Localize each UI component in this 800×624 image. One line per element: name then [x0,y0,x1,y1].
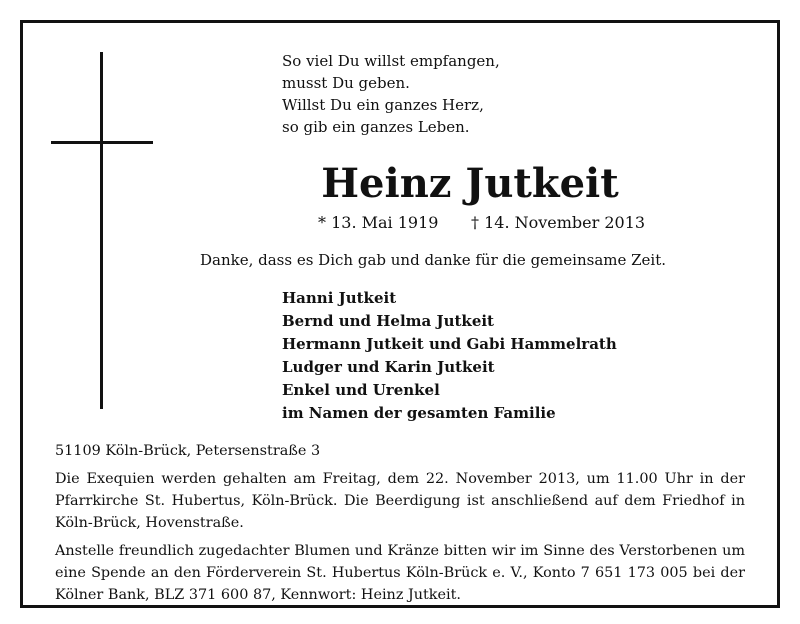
poem-line: So viel Du willst empfangen, [282,52,500,70]
family-member: im Namen der gesamten Familie [282,404,556,422]
notice-details [55,440,745,606]
thanks-line: Danke, dass es Dich gab und danke für die gemeinsame Zeit. [200,251,667,269]
family-member: Ludger und Karin Jutkeit [282,358,495,376]
address: 51109 Köln-Brück, Petersenstraße 3 [55,443,321,459]
family-list [282,287,617,425]
family-member: Bernd und Helma Jutkeit [282,312,494,330]
poem-line: so gib ein ganzes Leben. [282,118,470,136]
deceased-name: Heinz Jutkeit [321,160,619,207]
death-date: † 14. November 2013 [471,213,646,232]
poem [282,50,500,138]
birth-date: * 13. Mai 1919 [318,213,439,232]
poem-line: Willst Du ein ganzes Herz, [282,96,484,114]
family-member: Hermann Jutkeit und Gabi Hammelrath [282,335,617,353]
family-member: Hanni Jutkeit [282,289,397,307]
cross-vertical-beam [100,52,103,409]
donation-info: Anstelle freundlich zugedachter Blumen und Kränze bitten wir im Sinne des Verstorbenen um eine Spende an den Förderverein St. Hubertus Köln-Brück e. V., Konto 7 651 173 005 bei der Kölner Bank, BLZ 371 600 87, Kennwort: Heinz Jutkeit. [55,543,745,603]
poem-line: musst Du geben. [282,74,410,92]
cross-horizontal-beam [51,141,153,144]
family-member: Enkel und Urenkel [282,381,440,399]
service-info: Die Exequien werden gehalten am Freitag, dem 22. November 2013, um 11.00 Uhr in der Pfarrkirche St. Hubertus, Köln-Brück. Die Beerdigung ist anschließend auf dem Friedhof in Köln-Brück, Hovenstraße. [55,471,745,531]
